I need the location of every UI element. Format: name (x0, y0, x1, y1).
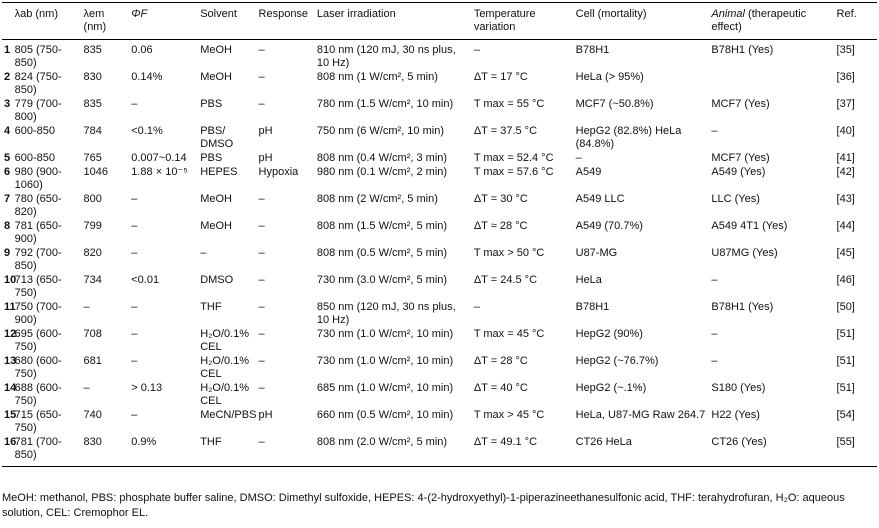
solvent-cell: MeOH (200, 71, 232, 83)
ref-cell: [43] (836, 193, 855, 205)
lambda-ab-cell: 805 (750-850) (14, 44, 62, 69)
header-animal-rest: (therapeutic effect) (711, 8, 807, 33)
temperature-cell: ΔT = 28 °C (473, 355, 528, 367)
solvent-cell: MeOH (200, 44, 232, 56)
header-laser: Laser irradiation (316, 8, 396, 20)
solvent-cell: H₂O/0.1% CEL (200, 382, 250, 407)
phi-cell: – (131, 355, 138, 367)
header-phi: ΦF (131, 8, 148, 20)
lambda-em-cell: 681 (83, 355, 102, 367)
lambda-em-cell: 830 (83, 436, 102, 448)
table-row (2, 40, 877, 71)
solvent-cell: MeOH (200, 220, 232, 232)
header-lambda-ab: λab (nm) (14, 8, 58, 20)
table-body (2, 40, 877, 467)
laser-cell: 808 nm (0.5 W/cm², 5 min) (316, 247, 448, 259)
row-number: 8 (4, 220, 11, 232)
table-row (2, 219, 877, 246)
lambda-ab-cell: 792 (700-850) (14, 247, 62, 272)
table-footnote: MeOH: methanol, PBS: phosphate buffer saline, DMSO: Dimethyl sulfoxide, HEPES: 4-(2-hydroxyethyl)-1-piperazineethanesulfonic acid, THF: terahydrofuran, H₂O: aqueous solution, CEL: Cremophor EL. (2, 492, 845, 519)
animal-effect-cell: LLC (Yes) (711, 193, 760, 205)
response-cell: – (258, 247, 265, 259)
lambda-ab-cell: 688 (600-750) (14, 382, 62, 407)
lambda-ab-cell: 695 (600-750) (14, 328, 62, 353)
table-row (2, 273, 877, 300)
laser-cell: 750 nm (6 W/cm², 10 min) (316, 125, 444, 137)
lambda-ab-cell: 780 (650-820) (14, 193, 62, 218)
ref-cell: [55] (836, 436, 855, 448)
animal-effect-cell: B78H1 (Yes) (711, 44, 774, 56)
laser-cell: 730 nm (1.0 W/cm², 10 min) (316, 355, 454, 367)
table-row (2, 97, 877, 124)
header-animal-italic: Animal (711, 8, 745, 20)
phi-cell: – (131, 247, 138, 259)
solvent-cell: PBS/ DMSO (200, 125, 234, 150)
lambda-ab-cell: 980 (900-1060) (14, 166, 62, 191)
phi-cell: – (131, 409, 138, 421)
ref-cell: [51] (836, 382, 855, 394)
temperature-cell: T max > 50 °C (473, 247, 545, 259)
cell-mortality-cell: HepG2 (90%) (575, 328, 643, 340)
row-number: 5 (4, 152, 11, 164)
temperature-cell: ΔT = 30 °C (473, 193, 528, 205)
response-cell: – (258, 328, 265, 340)
temperature-cell: ΔT = 37.5 °C (473, 125, 538, 137)
cell-mortality-cell: U87-MG (575, 247, 618, 259)
response-cell: – (258, 301, 265, 313)
solvent-cell: MeCN/PBS (200, 409, 257, 421)
phi-cell: 0.06 (131, 44, 153, 56)
ref-cell: [50] (836, 301, 855, 313)
row-number: 13 (4, 355, 17, 367)
phi-cell: – (131, 301, 138, 313)
solvent-cell: H₂O/0.1% CEL (200, 355, 250, 380)
laser-cell: 810 nm (120 mJ, 30 ns plus, 10 Hz) (316, 44, 456, 69)
lambda-em-cell: 740 (83, 409, 102, 421)
animal-effect-cell: S180 (Yes) (711, 382, 766, 394)
laser-cell: 850 nm (120 mJ, 30 ns plus, 10 Hz) (316, 301, 456, 326)
lambda-em-cell: 799 (83, 220, 102, 232)
row-number: 11 (4, 301, 16, 313)
row-number: 15 (4, 409, 17, 421)
ref-cell: [54] (836, 409, 855, 421)
temperature-cell: T max = 45 °C (473, 328, 545, 340)
lambda-ab-cell: 600-850 (14, 125, 55, 137)
response-cell: – (258, 98, 265, 110)
response-cell: – (258, 71, 265, 83)
header-temp: Temperature variation (473, 8, 536, 33)
laser-cell: 808 nm (2.0 W/cm², 5 min) (316, 436, 448, 448)
row-number: 9 (4, 247, 11, 259)
response-cell: – (258, 193, 265, 205)
phi-cell: – (131, 220, 138, 232)
phi-cell: 1.88 × 10⁻⁵ (131, 166, 188, 178)
cell-mortality-cell: HepG2 (~76.7%) (575, 355, 659, 367)
animal-effect-cell: B78H1 (Yes) (711, 301, 774, 313)
row-number: 12 (4, 328, 17, 340)
phi-cell: – (131, 328, 138, 340)
cell-mortality-cell: HeLa (575, 274, 602, 286)
ref-cell: [40] (836, 125, 855, 137)
lambda-em-cell: 800 (83, 193, 102, 205)
lambda-ab-cell: 779 (700-800) (14, 98, 62, 123)
cell-mortality-cell: CT26 HeLa (575, 436, 632, 448)
lambda-em-cell: 820 (83, 247, 102, 259)
phi-cell: <0.1% (131, 125, 163, 137)
response-cell: – (258, 436, 265, 448)
lambda-em-cell: 784 (83, 125, 102, 137)
header-row (2, 3, 877, 40)
animal-effect-cell: MCF7 (Yes) (711, 152, 770, 164)
cell-mortality-cell: A549 (575, 166, 602, 178)
ref-cell: [51] (836, 355, 855, 367)
temperature-cell: ΔT ≈ 28 °C (473, 220, 528, 232)
lambda-em-cell: 708 (83, 328, 102, 340)
temperature-cell: T max = 57.6 °C (473, 166, 554, 178)
phi-cell: 0.14% (131, 71, 163, 83)
temperature-cell: T max = 55 °C (473, 98, 545, 110)
header-solvent: Solvent (200, 8, 237, 20)
ref-cell: [51] (836, 328, 855, 340)
lambda-ab-cell: 713 (650-750) (14, 274, 62, 299)
animal-effect-cell (709, 70, 834, 97)
laser-cell: 730 nm (3.0 W/cm², 5 min) (316, 274, 448, 286)
row-number: 16 (4, 436, 17, 448)
temperature-cell: ΔT = 40 °C (473, 382, 528, 394)
row-number: 14 (4, 382, 17, 394)
header-lambda-em: λem (nm) (83, 8, 107, 33)
cell-mortality-cell: HepG2 (82.8%) HeLa (84.8%) (575, 125, 682, 150)
phi-cell: > 0.13 (131, 382, 163, 394)
table-row (2, 381, 877, 408)
animal-effect-cell: A549 4T1 (Yes) (711, 220, 788, 232)
response-cell: – (258, 44, 265, 56)
lambda-em-cell: 1046 (83, 166, 109, 178)
animal-effect-cell: – (711, 125, 718, 137)
solvent-cell: THF (200, 436, 222, 448)
ref-cell: [44] (836, 220, 855, 232)
temperature-cell: ΔT = 17 °C (473, 71, 528, 83)
temperature-cell: T max = 52.4 °C (473, 152, 554, 164)
header-animal (709, 3, 834, 40)
cell-mortality-cell: MCF7 (~50.8%) (575, 98, 654, 110)
temperature-cell: – (473, 44, 480, 56)
lambda-em-cell: 830 (83, 71, 102, 83)
temperature-cell: – (473, 301, 480, 313)
temperature-cell: T max > 45 °C (473, 409, 545, 421)
lambda-em-cell: 765 (83, 152, 102, 164)
table-row (2, 124, 877, 151)
laser-cell: 808 nm (0.4 W/cm², 3 min) (316, 152, 448, 164)
animal-effect-cell: U87MG (Yes) (711, 247, 778, 259)
table-row (2, 300, 877, 327)
table-row (2, 165, 877, 192)
laser-cell: 660 nm (0.5 W/cm², 10 min) (316, 409, 454, 421)
solvent-cell: PBS (200, 98, 223, 110)
cell-mortality-cell: HeLa (> 95%) (575, 71, 644, 83)
laser-cell: 808 nm (1.5 W/cm², 5 min) (316, 220, 448, 232)
solvent-cell: – (200, 247, 207, 259)
ref-cell: [42] (836, 166, 855, 178)
lambda-em-cell: – (83, 382, 90, 394)
solvent-cell: PBS (200, 152, 223, 164)
ref-cell: [35] (836, 44, 855, 56)
lambda-ab-cell: 715 (650-750) (14, 409, 62, 434)
response-cell: pH (258, 152, 273, 164)
header-cell: Cell (mortality) (575, 8, 647, 20)
lambda-ab-cell: 750 (700-900) (14, 301, 62, 326)
row-number: 3 (4, 98, 11, 110)
lambda-ab-cell: 781 (650-900) (14, 220, 62, 245)
header-num (2, 3, 13, 40)
lambda-em-cell: 835 (83, 44, 102, 56)
laser-cell: 685 nm (1.0 W/cm², 10 min) (316, 382, 454, 394)
animal-effect-cell: – (711, 274, 718, 286)
header-response: Response (258, 8, 309, 20)
animal-effect-cell: – (711, 328, 718, 340)
row-number: 10 (4, 274, 17, 286)
lambda-em-cell: – (83, 301, 90, 313)
ref-cell: [36] (836, 71, 855, 83)
animal-effect-cell: CT26 (Yes) (711, 436, 767, 448)
lambda-em-cell: 835 (83, 98, 102, 110)
ref-cell: [37] (836, 98, 855, 110)
table-row (2, 435, 877, 467)
row-number: 6 (4, 166, 11, 178)
cell-mortality-cell: HeLa, U87-MG Raw 264.7 (575, 409, 706, 421)
animal-effect-cell: MCF7 (Yes) (711, 98, 770, 110)
laser-cell: 730 nm (1.0 W/cm², 10 min) (316, 328, 454, 340)
lambda-em-cell: 734 (83, 274, 102, 286)
response-cell: – (258, 355, 265, 367)
animal-effect-cell: A549 (Yes) (711, 166, 766, 178)
lambda-ab-cell: 600-850 (14, 152, 55, 164)
phi-cell: – (131, 98, 138, 110)
cell-mortality-cell: A549 (70.7%) (575, 220, 643, 232)
phi-cell: 0.007~0.14 (131, 152, 187, 164)
lambda-ab-cell: 781 (700-850) (14, 436, 62, 461)
row-number: 1 (4, 44, 11, 56)
lambda-ab-cell: 824 (750-850) (14, 71, 62, 96)
cell-mortality-cell: B78H1 (575, 44, 610, 56)
phi-cell: – (131, 193, 138, 205)
animal-effect-cell: – (711, 355, 718, 367)
phi-cell: 0.9% (131, 436, 157, 448)
solvent-cell: DMSO (200, 274, 234, 286)
table-row (2, 246, 877, 273)
solvent-cell: H₂O/0.1% CEL (200, 328, 250, 353)
temperature-cell: ΔT = 49.1 °C (473, 436, 538, 448)
solvent-cell: HEPES (200, 166, 238, 178)
phi-cell: <0.01 (131, 274, 160, 286)
row-number: 7 (4, 193, 11, 205)
table-row (2, 192, 877, 219)
table-row (2, 327, 877, 354)
laser-cell: 808 nm (1 W/cm², 5 min) (316, 71, 438, 83)
table-row (2, 70, 877, 97)
cell-mortality-cell: HepG2 (~.1%) (575, 382, 647, 394)
table-row (2, 151, 877, 165)
response-cell: – (258, 382, 265, 394)
temperature-cell: ΔT = 24.5 °C (473, 274, 538, 286)
laser-cell: 780 nm (1.5 W/cm², 10 min) (316, 98, 454, 110)
header-ref: Ref. (836, 8, 857, 20)
response-cell: Hypoxia (258, 166, 299, 178)
data-table (2, 2, 877, 467)
animal-effect-cell: H22 (Yes) (711, 409, 760, 421)
table-row (2, 354, 877, 381)
cell-mortality-cell: – (575, 152, 582, 164)
response-cell: pH (258, 409, 273, 421)
cell-mortality-cell: A549 LLC (575, 193, 625, 205)
laser-cell: 980 nm (0.1 W/cm², 2 min) (316, 166, 448, 178)
response-cell: – (258, 220, 265, 232)
laser-cell: 808 nm (2 W/cm², 5 min) (316, 193, 438, 205)
cell-mortality-cell: B78H1 (575, 301, 610, 313)
response-cell: pH (258, 125, 273, 137)
ref-cell: [45] (836, 247, 855, 259)
lambda-ab-cell: 680 (600-750) (14, 355, 62, 380)
solvent-cell: THF (200, 301, 222, 313)
response-cell: – (258, 274, 265, 286)
ref-cell: [46] (836, 274, 855, 286)
ref-cell: [41] (836, 152, 855, 164)
row-number: 2 (4, 71, 11, 83)
table-row (2, 408, 877, 435)
row-number: 4 (4, 125, 11, 137)
solvent-cell: MeOH (200, 193, 232, 205)
